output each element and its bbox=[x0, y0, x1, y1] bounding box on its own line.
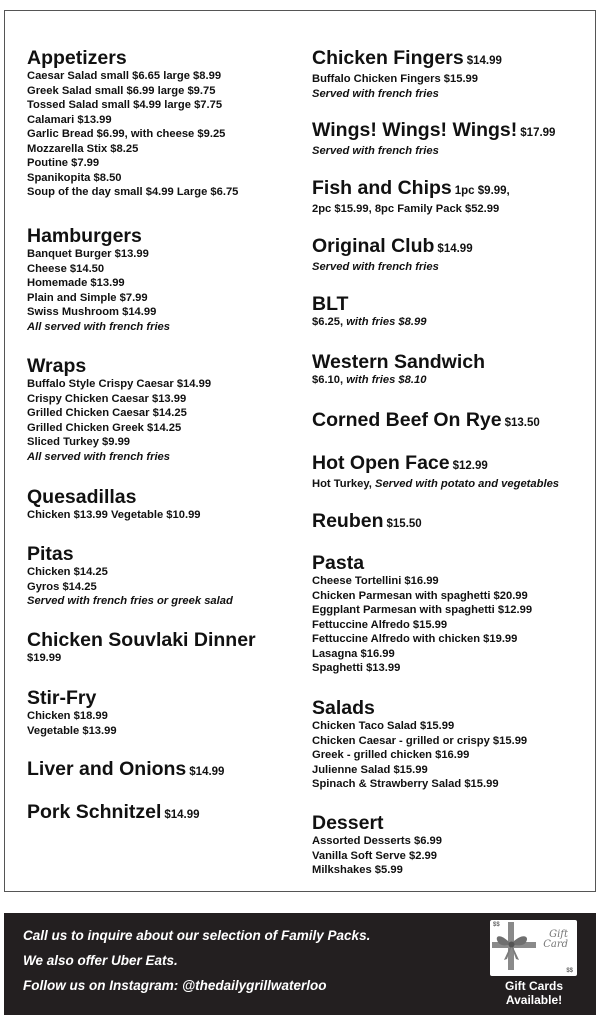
gift-card-bow-icon bbox=[492, 922, 536, 970]
menu-item-text: Fettuccine Alfredo with chicken $19.99 bbox=[312, 633, 518, 645]
menu-item-text: Greek - grilled chicken $16.99 bbox=[312, 749, 470, 761]
menu-item-text: Buffalo Style Crispy Caesar $14.99 bbox=[27, 378, 212, 390]
menu-item bbox=[27, 508, 299, 523]
section-title: Wings! Wings! Wings! bbox=[312, 119, 518, 141]
section-heading bbox=[27, 629, 299, 651]
menu-item-text: Chicken Caesar - grilled or crispy $15.99 bbox=[312, 734, 528, 747]
menu-item-note: with fries $8.10 bbox=[346, 374, 427, 386]
menu-section-liver-and-onions bbox=[27, 758, 299, 783]
section-title: Hot Open Face bbox=[312, 452, 450, 474]
menu-section-reuben bbox=[312, 510, 594, 535]
section-price: $14.99 bbox=[164, 809, 200, 821]
menu-section-fish-and-chips bbox=[312, 177, 594, 217]
menu-section-appetizers bbox=[27, 47, 299, 200]
menu-item-text: Hot Turkey, bbox=[312, 478, 375, 490]
menu-note bbox=[312, 87, 594, 102]
menu-item-text: Chicken $14.25 bbox=[27, 566, 108, 578]
menu-item bbox=[27, 69, 299, 84]
menu-item bbox=[312, 748, 594, 763]
section-heading bbox=[27, 486, 299, 508]
footer-banner bbox=[4, 913, 596, 1015]
menu-section-chicken-fingers bbox=[312, 47, 594, 101]
section-price: $17.99 bbox=[520, 127, 556, 139]
menu-item-text: Caesar Salad small $6.65 large $8.99 bbox=[27, 70, 222, 82]
menu-section-pasta bbox=[312, 552, 594, 676]
menu-item bbox=[312, 315, 594, 330]
menu-item bbox=[27, 127, 299, 142]
section-title: BLT bbox=[312, 293, 349, 315]
menu-item bbox=[27, 247, 299, 262]
section-title: Pitas bbox=[27, 543, 74, 565]
menu-item bbox=[27, 84, 299, 99]
section-title: Salads bbox=[312, 697, 375, 719]
menu-item-text: Chicken Parmesan with spaghetti $20.99 bbox=[312, 589, 528, 602]
menu-item bbox=[27, 185, 299, 200]
menu-section-pitas bbox=[27, 543, 299, 609]
menu-item-text: $19.99 bbox=[27, 652, 62, 664]
section-heading bbox=[27, 687, 299, 709]
gift-cards-caption-line1: Gift Cards bbox=[504, 979, 563, 993]
menu-item bbox=[312, 647, 594, 662]
menu-note bbox=[27, 450, 299, 465]
menu-item-text: Plain and Simple $7.99 bbox=[27, 291, 148, 304]
menu-note bbox=[312, 144, 594, 159]
section-heading bbox=[312, 510, 594, 535]
menu-item bbox=[312, 863, 594, 878]
menu-item bbox=[27, 651, 299, 666]
menu-item-text: Greek Salad small $6.99 large $9.75 bbox=[27, 84, 216, 97]
uber-eats-text: We also offer Uber Eats. bbox=[23, 953, 178, 968]
section-heading bbox=[312, 552, 594, 574]
menu-item bbox=[27, 305, 299, 320]
menu-section-pork-schnitzel bbox=[27, 801, 299, 826]
menu-note bbox=[312, 260, 594, 275]
instagram-text: Follow us on Instagram: @thedailygrillwaterloo bbox=[23, 978, 327, 993]
menu-item bbox=[27, 142, 299, 157]
menu-item-text: Spinach & Strawberry Salad $15.99 bbox=[312, 778, 499, 790]
gift-card-corner-top: $$ bbox=[493, 922, 500, 928]
menu-frame bbox=[4, 10, 596, 892]
menu-item-note: Served with potato and vegetables bbox=[375, 478, 560, 490]
section-title: Pasta bbox=[312, 552, 365, 574]
section-title: Fish and Chips bbox=[312, 177, 452, 199]
section-title: Original Club bbox=[312, 235, 435, 257]
menu-item-text: Garlic Bread $6.99, with cheese $9.25 bbox=[27, 128, 226, 140]
menu-item-text: All served with french fries bbox=[27, 450, 170, 463]
menu-item bbox=[27, 276, 299, 291]
menu-section-corned-beef-on-rye bbox=[312, 409, 594, 434]
menu-item-text: Tossed Salad small $4.99 large $7.75 bbox=[27, 99, 223, 111]
gift-cards-caption bbox=[482, 979, 586, 1007]
section-heading bbox=[312, 119, 594, 144]
menu-item-text: Served with french fries bbox=[312, 87, 439, 100]
section-heading bbox=[27, 225, 299, 247]
menu-item-text: Chicken $13.99 Vegetable $10.99 bbox=[27, 509, 201, 521]
menu-item-text: Served with french fries or greek salad bbox=[27, 595, 233, 607]
menu-item bbox=[27, 421, 299, 436]
section-price: $14.99 bbox=[466, 55, 502, 67]
menu-item bbox=[312, 618, 594, 633]
menu-item-text: Milkshakes $5.99 bbox=[312, 864, 403, 876]
section-heading bbox=[27, 758, 299, 783]
section-heading bbox=[312, 452, 594, 477]
section-heading bbox=[312, 177, 594, 202]
menu-item-text: Sliced Turkey $9.99 bbox=[27, 436, 131, 448]
menu-item-text: Vegetable $13.99 bbox=[27, 724, 117, 737]
menu-item bbox=[312, 632, 594, 647]
menu-item bbox=[312, 589, 594, 604]
menu-item bbox=[312, 734, 594, 749]
section-price: $12.99 bbox=[452, 460, 488, 472]
section-heading bbox=[312, 47, 594, 72]
menu-item-text: All served with french fries bbox=[27, 320, 170, 333]
menu-section-blt bbox=[312, 293, 594, 330]
menu-item bbox=[312, 477, 594, 492]
menu-item-text: Assorted Desserts $6.99 bbox=[312, 835, 442, 847]
menu-item bbox=[27, 262, 299, 277]
menu-section-western-sandwich bbox=[312, 351, 594, 388]
menu-item bbox=[312, 574, 594, 589]
menu-item-text: Julienne Salad $15.99 bbox=[312, 763, 428, 776]
menu-item bbox=[312, 763, 594, 778]
menu-item bbox=[312, 849, 594, 864]
section-heading bbox=[312, 812, 594, 834]
menu-item-text: Spanikopita $8.50 bbox=[27, 171, 122, 184]
menu-item bbox=[312, 373, 594, 388]
gift-card-script-line2: Card bbox=[543, 939, 568, 950]
menu-item bbox=[27, 113, 299, 128]
menu-section-stir-fry bbox=[27, 687, 299, 738]
gift-cards-caption-line2: Available! bbox=[505, 993, 563, 1007]
menu-item bbox=[312, 603, 594, 618]
section-title: Chicken Souvlaki Dinner bbox=[27, 629, 256, 651]
menu-item-note: with fries $8.99 bbox=[346, 316, 427, 328]
section-heading bbox=[312, 235, 594, 260]
section-title: Pork Schnitzel bbox=[27, 801, 162, 823]
menu-item bbox=[27, 98, 299, 113]
menu-item bbox=[27, 709, 299, 724]
menu-item bbox=[312, 834, 594, 849]
menu-item bbox=[312, 719, 594, 734]
menu-note bbox=[27, 594, 299, 609]
menu-section-original-club bbox=[312, 235, 594, 275]
menu-section-quesadillas bbox=[27, 486, 299, 523]
section-heading bbox=[27, 355, 299, 377]
menu-item-text: Cheese $14.50 bbox=[27, 262, 105, 275]
gift-card-script-line1: Gift bbox=[549, 929, 568, 940]
section-heading bbox=[312, 409, 594, 434]
menu-item-text: Chicken $18.99 bbox=[27, 710, 108, 722]
menu-item bbox=[312, 777, 594, 792]
menu-section-salads bbox=[312, 697, 594, 792]
menu-item bbox=[312, 72, 594, 87]
section-price: 1pc $9.99, bbox=[454, 185, 510, 197]
section-title: Quesadillas bbox=[27, 486, 137, 508]
menu-item bbox=[27, 156, 299, 171]
menu-item bbox=[27, 435, 299, 450]
section-heading bbox=[27, 801, 299, 826]
section-price: $15.50 bbox=[386, 518, 422, 530]
menu-item-text: Served with french fries bbox=[312, 145, 439, 157]
menu-item-text: Calamari $13.99 bbox=[27, 113, 112, 126]
menu-note bbox=[27, 320, 299, 335]
menu-item-text: Banquet Burger $13.99 bbox=[27, 248, 149, 260]
menu-item-text: Poutine $7.99 bbox=[27, 157, 100, 169]
gift-card-script bbox=[543, 930, 568, 950]
menu-item bbox=[312, 202, 594, 217]
section-title: Wraps bbox=[27, 355, 87, 377]
gift-card-corner-bottom: $$ bbox=[566, 968, 573, 974]
section-title: Dessert bbox=[312, 812, 384, 834]
menu-section-hamburgers bbox=[27, 225, 299, 334]
menu-item bbox=[27, 580, 299, 595]
section-heading bbox=[27, 47, 299, 69]
menu-item-text: Fettuccine Alfredo $15.99 bbox=[312, 618, 448, 631]
menu-item-text: $6.25, bbox=[312, 316, 347, 328]
family-packs-text: Call us to inquire about our selection of Family Packs. bbox=[23, 928, 371, 943]
menu-section-hot-open-face bbox=[312, 452, 594, 492]
section-heading bbox=[312, 697, 594, 719]
menu-item-text: Soup of the day small $4.99 Large $6.75 bbox=[27, 186, 239, 198]
section-title: Western Sandwich bbox=[312, 351, 486, 373]
menu-item-text: Lasagna $16.99 bbox=[312, 647, 395, 660]
menu-section-dessert bbox=[312, 812, 594, 878]
menu-item bbox=[312, 661, 594, 676]
menu-item-text: Chicken Taco Salad $15.99 bbox=[312, 720, 455, 732]
menu-item bbox=[27, 406, 299, 421]
menu-item-text: Crispy Chicken Caesar $13.99 bbox=[27, 392, 187, 405]
menu-item bbox=[27, 377, 299, 392]
menu-item-text: Mozzarella Stix $8.25 bbox=[27, 142, 139, 155]
section-heading bbox=[312, 351, 594, 373]
menu-item-text: Grilled Chicken Greek $14.25 bbox=[27, 421, 182, 434]
gift-card-image bbox=[490, 920, 577, 976]
menu-item bbox=[27, 291, 299, 306]
menu-item-text: Eggplant Parmesan with spaghetti $12.99 bbox=[312, 604, 533, 616]
section-title: Corned Beef On Rye bbox=[312, 409, 502, 431]
section-title: Stir-Fry bbox=[27, 687, 97, 709]
section-title: Reuben bbox=[312, 510, 384, 532]
menu-item-text: Homemade $13.99 bbox=[27, 277, 125, 289]
menu-item-text: Spaghetti $13.99 bbox=[312, 662, 401, 674]
menu-section-wings-wings-wings bbox=[312, 119, 594, 159]
section-price: $13.50 bbox=[504, 417, 540, 429]
section-price: $14.99 bbox=[189, 766, 225, 778]
section-title: Appetizers bbox=[27, 47, 127, 69]
menu-item bbox=[27, 171, 299, 186]
menu-item-text: Grilled Chicken Caesar $14.25 bbox=[27, 407, 187, 419]
menu-item-text: Swiss Mushroom $14.99 bbox=[27, 306, 157, 318]
section-title: Hamburgers bbox=[27, 225, 142, 247]
section-price: $14.99 bbox=[437, 243, 473, 255]
menu-item-text: Served with french fries bbox=[312, 261, 439, 273]
menu-item-text: Vanilla Soft Serve $2.99 bbox=[312, 849, 437, 862]
section-heading bbox=[312, 293, 594, 315]
menu-section-wraps bbox=[27, 355, 299, 464]
section-heading bbox=[27, 543, 299, 565]
menu-item-text: $6.10, bbox=[312, 374, 347, 386]
menu-item-text: 2pc $15.99, 8pc Family Pack $52.99 bbox=[312, 203, 500, 215]
menu-item-text: Buffalo Chicken Fingers $15.99 bbox=[312, 73, 478, 85]
menu-item bbox=[27, 392, 299, 407]
menu-section-chicken-souvlaki-dinner bbox=[27, 629, 299, 666]
section-title: Liver and Onions bbox=[27, 758, 187, 780]
menu-item bbox=[27, 724, 299, 739]
menu-item-text: Gyros $14.25 bbox=[27, 580, 97, 593]
menu-item bbox=[27, 565, 299, 580]
section-title: Chicken Fingers bbox=[312, 47, 464, 69]
menu-item-text: Cheese Tortellini $16.99 bbox=[312, 575, 439, 587]
